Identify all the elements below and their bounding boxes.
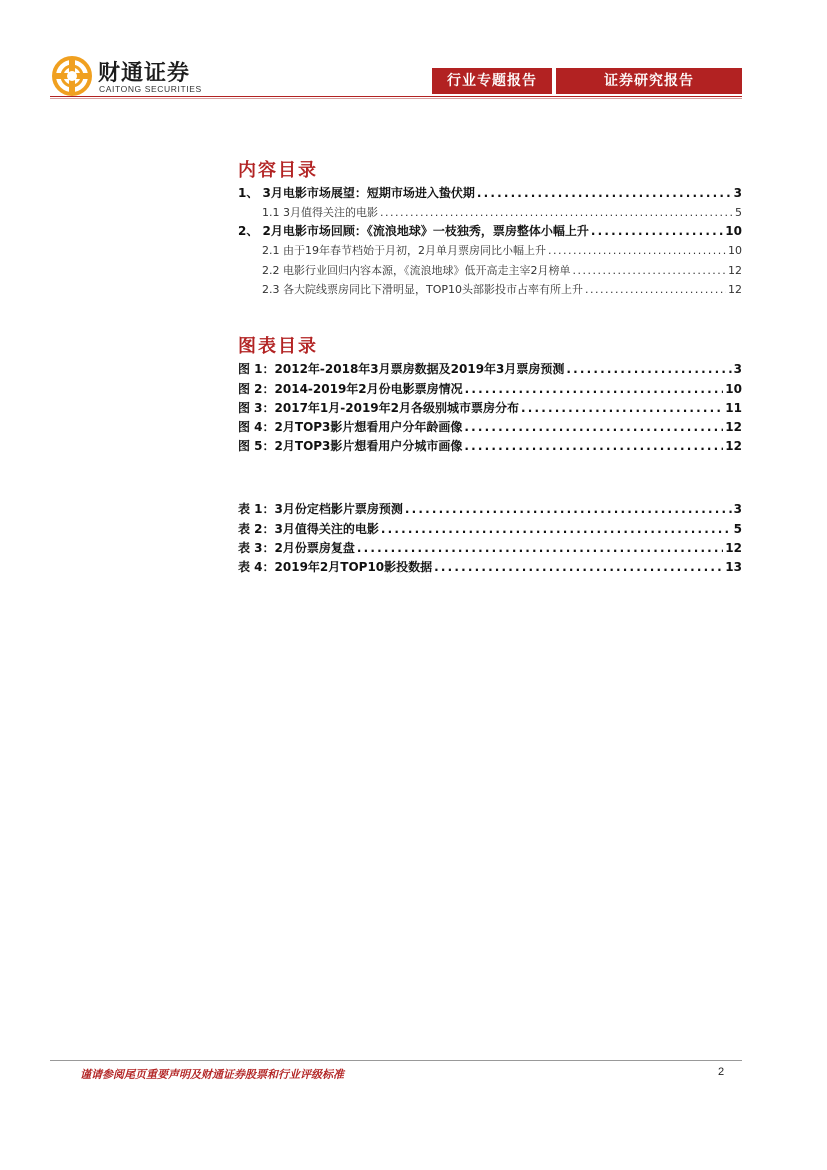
toc-entry-page: 12 [728, 264, 742, 277]
toc-entry[interactable] [238, 184, 742, 201]
page-number: 2 [718, 1066, 725, 1078]
disclaimer-note: 谨请参阅尾页重要声明及财通证券股票和行业评级标准 [80, 1068, 344, 1081]
table-entry-text: 表 1：3月份定档影片票房预测 [238, 502, 403, 516]
table-entry-text: 表 4：2019年2月TOP10影投数据 [238, 560, 433, 574]
toc-title: 内容目录 [238, 160, 318, 181]
figure-entry-text: 图 5：2月TOP3影片想看用户分城市画像 [238, 439, 463, 453]
table-entry-page: 13 [725, 560, 742, 574]
footer-divider [50, 1060, 742, 1061]
toc-leader-dots [357, 541, 723, 555]
toc-entry-page: 3 [733, 186, 742, 200]
toc-entry-text: 2.1 由于19年春节档始于月初，2月单月票房同比小幅上升 [262, 244, 546, 257]
toc-leader-dots [434, 560, 723, 574]
header-divider-secondary [50, 98, 742, 99]
toc-entry[interactable] [262, 242, 742, 258]
toc-entry[interactable] [262, 262, 742, 278]
toc-entry-text: 2.2 电影行业回归内容本源，《流浪地球》低开高走主宰2月榜单 [262, 264, 571, 277]
toc-leader-dots [573, 264, 727, 277]
toc-leader-dots [405, 502, 732, 516]
toc-leader-dots [548, 244, 726, 257]
table-entry-text: 表 3：2月份票房复盘 [238, 541, 355, 555]
logo-chinese-name: 财通证券 [98, 61, 191, 86]
toc-entry-text: 1、 3月电影市场展望：短期市场进入蛰伏期 [238, 186, 475, 200]
figure-entry-page: 12 [725, 420, 742, 434]
figure-entry-text: 图 4：2月TOP3影片想看用户分年龄画像 [238, 420, 463, 434]
toc-leader-dots [464, 439, 723, 453]
figure-entry[interactable] [238, 418, 742, 435]
toc-leader-dots [521, 401, 723, 415]
toc-leader-dots [585, 283, 726, 296]
figure-entry-text: 图 2：2014-2019年2月份电影票房情况 [238, 382, 463, 396]
figure-entry-page: 11 [725, 401, 742, 415]
toc-entry-text: 2.3 各大院线票房同比下滑明显，TOP10头部影投市占率有所上升 [262, 283, 583, 296]
table-entry-page: 5 [733, 522, 742, 536]
toc-entry[interactable] [262, 204, 742, 220]
toc-entry-page: 12 [728, 283, 742, 296]
toc-leader-dots [380, 206, 733, 219]
caitong-logo-icon [52, 56, 92, 96]
figure-entry[interactable] [238, 437, 742, 454]
toc-entry-page: 10 [725, 224, 742, 238]
toc-leader-dots [465, 382, 724, 396]
figure-entry[interactable] [238, 399, 742, 416]
figure-entry-page: 12 [725, 439, 742, 453]
table-entry[interactable] [238, 500, 742, 517]
toc-entry-text: 2、 2月电影市场回顾：《流浪地球》一枝独秀，票房整体小幅上升 [238, 224, 589, 238]
report-category-tag: 证券研究报告 [556, 68, 742, 94]
header-divider [50, 96, 742, 97]
table-entry[interactable] [238, 558, 742, 575]
company-logo [50, 54, 250, 98]
table-entry[interactable] [238, 520, 742, 537]
figure-entry[interactable] [238, 380, 742, 397]
table-entry-text: 表 2：3月值得关注的电影 [238, 522, 379, 536]
toc-entry[interactable] [262, 281, 742, 297]
toc-entry-text: 1.1 3月值得关注的电影 [262, 206, 378, 219]
table-entry-page: 3 [733, 502, 742, 516]
figure-entry-page: 3 [733, 362, 742, 376]
figure-list-title: 图表目录 [238, 336, 318, 357]
report-type-tag: 行业专题报告 [432, 68, 552, 94]
figure-entry-text: 图 3：2017年1月-2019年2月各级别城市票房分布 [238, 401, 520, 415]
toc-entry-page: 10 [728, 244, 742, 257]
logo-english-name: CAITONG SECURITIES [99, 84, 202, 94]
figure-entry-page: 10 [725, 382, 742, 396]
toc-leader-dots [566, 362, 731, 376]
toc-leader-dots [464, 420, 723, 434]
toc-entry-page: 5 [735, 206, 742, 219]
figure-entry-text: 图 1：2012年-2018年3月票房数据及2019年3月票房预测 [238, 362, 565, 376]
toc-leader-dots [591, 224, 723, 238]
toc-leader-dots [477, 186, 732, 200]
table-entry[interactable] [238, 539, 742, 556]
toc-entry[interactable] [238, 222, 742, 239]
table-entry-page: 12 [725, 541, 742, 555]
page-header [50, 50, 742, 100]
figure-entry[interactable] [238, 360, 742, 377]
toc-leader-dots [381, 522, 732, 536]
